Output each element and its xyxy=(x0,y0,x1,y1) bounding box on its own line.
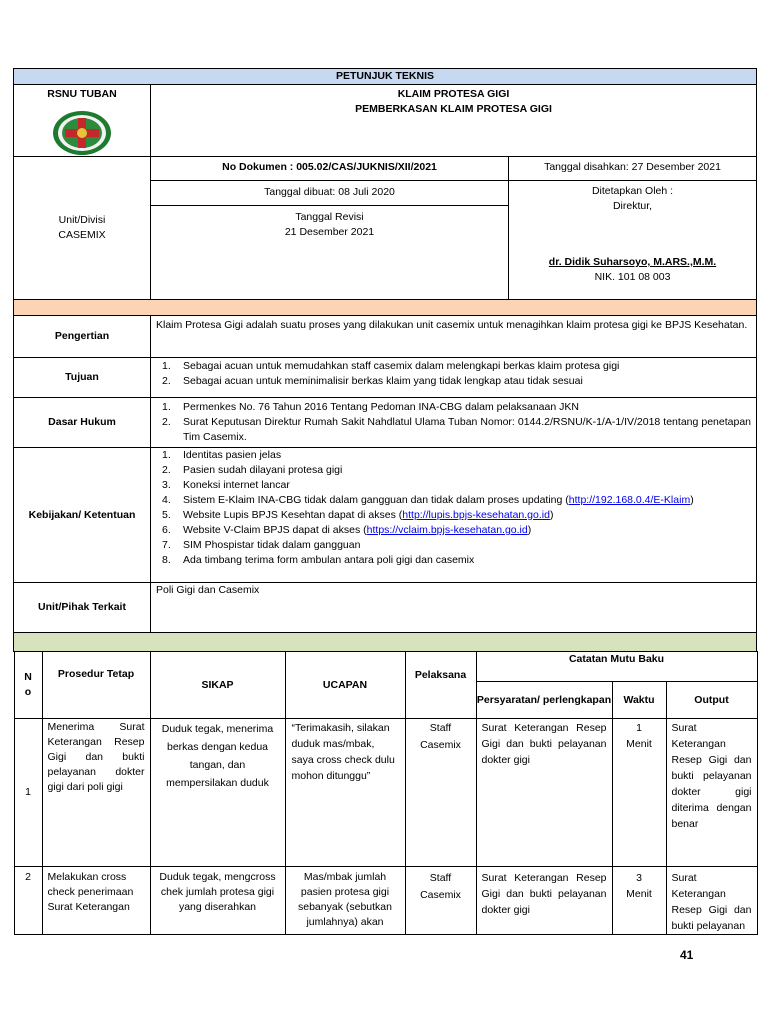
col-prosedur-header: Prosedur Tetap xyxy=(42,652,150,719)
pengertian-text: Klaim Protesa Gigi adalah suatu proses yang dilakukan unit casemix untuk menagihkan klaim protesa gigi ke BPJS Kesehatan. xyxy=(151,316,757,358)
kebijakan-content xyxy=(151,448,757,583)
kebijakan-item: 5. Website Lupis BPJS Kesehtan dapat di akses (http://lupis.bpjs-kesehatan.go.id) xyxy=(162,509,554,521)
row-pelaksana: Staff Casemix xyxy=(405,867,476,935)
col-output-header: Output xyxy=(666,682,757,719)
unit-pihak-text: Poli Gigi dan Casemix xyxy=(151,583,757,633)
page-title: PETUNJUK TEKNIS xyxy=(14,69,757,85)
kebijakan-item: 7. SIM Phospistar tidak dalam gangguan xyxy=(162,539,361,551)
page-number: 41 xyxy=(680,948,694,962)
procedure-table xyxy=(14,651,758,935)
row-prosedur: Melakukan cross check penerimaan Surat Keterangan xyxy=(42,867,150,935)
dasar-hukum-item: 2. Surat Keputusan Direktur Rumah Sakit Nahdlatul Ulama Tuban Nomor: 0144.2/RSNU/K-1/A-1/IV/2018 tentang penetapan Tim Casemix. xyxy=(162,416,752,443)
dasar-hukum-item: 1. Permenkes No. 76 Tahun 2016 Tentang Pedoman INA-CBG dalam pelaksanaan JKN xyxy=(162,401,579,413)
document-title-2: PEMBERKASAN KLAIM PROTESA GIGI xyxy=(355,103,552,115)
approver-title: Direktur, xyxy=(612,200,653,212)
col-ucapan-header: UCAPAN xyxy=(285,652,405,719)
hospital-logo xyxy=(52,110,112,156)
row-waktu: 3 Menit xyxy=(612,867,666,935)
kebijakan-item: 4. Sistem E-Klaim INA-CBG tidak dalam gangguan dan tidak dalam proses updating (http://192.168.0.4/E-Klaim) xyxy=(162,494,694,506)
approval-block xyxy=(509,180,756,285)
table-row xyxy=(14,867,757,935)
approval-cell xyxy=(509,157,757,300)
signer-name: dr. Didik Suharsoyo, M.ARS.,M.M. xyxy=(548,256,717,268)
row-number: 1 xyxy=(14,719,42,867)
col-waktu-header: Waktu xyxy=(612,682,666,719)
document-info-cell xyxy=(151,157,509,300)
tujuan-item: 1. Sebagai acuan untuk memudahkan staff casemix dalam melengkapi berkas klaim protesa gigi xyxy=(162,360,620,372)
col-sikap-header: SIKAP xyxy=(150,652,285,719)
col-catatan-header: Catatan Mutu Baku xyxy=(476,652,757,682)
approved-by-label: Ditetapkan Oleh : xyxy=(591,185,674,197)
row-persyaratan: Surat Keterangan Resep Gigi dan bukti pelayanan dokter gigi xyxy=(476,719,612,867)
kebijakan-item: 6. Website V-Claim BPJS dapat di akses (https://vclaim.bpjs-kesehatan.go.id) xyxy=(162,524,532,536)
kebijakan-item: 3. Koneksi internet lancar xyxy=(162,479,290,491)
table-row xyxy=(14,719,757,867)
row-prosedur: Menerima Surat Keterangan Resep Gigi dan bukti pelayanan dokter gigi dari poli gigi xyxy=(42,719,150,867)
lupis-link[interactable]: http://lupis.bpjs-kesehatan.go.id xyxy=(402,509,550,521)
revision-block xyxy=(151,205,508,240)
row-ucapan: Mas/mbak jumlah pasien protesa gigi sebanyak (sebutkan jumlahnya) akan xyxy=(285,867,405,935)
dasar-hukum-content xyxy=(151,398,757,448)
row-sikap: Duduk tegak, menerima berkas dengan kedua tangan, dan mempersilakan duduk xyxy=(150,719,285,867)
hospital-logo-icon xyxy=(52,110,112,156)
hospital-cell xyxy=(14,85,151,157)
signer-nik: NIK. 101 08 003 xyxy=(594,271,671,283)
tujuan-content xyxy=(151,358,757,398)
tujuan-item: 2. Sebagai acuan untuk meminimalisir berkas klaim yang tidak lengkap atau tidak sesuai xyxy=(162,375,583,387)
pengertian-label: Pengertian xyxy=(14,316,151,358)
col-no-header: N o xyxy=(14,652,42,719)
date-approved: Tanggal disahkan: 27 Desember 2021 xyxy=(544,161,721,173)
unit-value: CASEMIX xyxy=(58,229,106,241)
date-created: Tanggal dibuat: 08 Juli 2020 xyxy=(151,180,508,205)
section-divider xyxy=(14,300,757,316)
procedure-divider xyxy=(14,633,757,652)
document-number: No Dokumen : 005.02/CAS/JUKNIS/XII/2021 xyxy=(222,161,437,173)
e-klaim-link[interactable]: http://192.168.0.4/E-Klaim xyxy=(568,494,691,506)
col-persyaratan-header: Persyaratan/ perlengkapan xyxy=(476,682,612,719)
unit-label: Unit/Divisi xyxy=(58,214,106,226)
row-persyaratan: Surat Keterangan Resep Gigi dan bukti pelayanan dokter gigi xyxy=(476,867,612,935)
document-title-1: KLAIM PROTESA GIGI xyxy=(397,88,510,100)
kebijakan-item: 1. Identitas pasien jelas xyxy=(162,449,282,461)
kebijakan-item: 2. Pasien sudah dilayani protesa gigi xyxy=(162,464,343,476)
row-number: 2 xyxy=(14,867,42,935)
unit-pihak-label: Unit/Pihak Terkait xyxy=(14,583,151,633)
row-pelaksana: Staff Casemix xyxy=(405,719,476,867)
row-sikap: Duduk tegak, mengcross chek jumlah protesa gigi yang diserahkan xyxy=(150,867,285,935)
unit-cell xyxy=(14,157,151,300)
row-ucapan: “Terimakasih, silakan duduk mas/mbak, saya cross check dulu mohon ditunggu” xyxy=(285,719,405,867)
document-table xyxy=(13,68,757,935)
kebijakan-item: 8. Ada timbang terima form ambulan antara poli gigi dan casemix xyxy=(162,554,475,566)
row-output: Surat Keterangan Resep Gigi dan bukti pelayanan xyxy=(666,867,757,935)
col-pelaksana-header: Pelaksana xyxy=(405,652,476,719)
dasar-hukum-label: Dasar Hukum xyxy=(14,398,151,448)
kebijakan-label: Kebijakan/ Ketentuan xyxy=(14,448,151,583)
hospital-name: RSNU TUBAN xyxy=(47,88,117,100)
procedure-section xyxy=(14,652,757,936)
row-output: Surat Keterangan Resep Gigi dan bukti pelayanan dokter gigi diterima dengan benar xyxy=(666,719,757,867)
tujuan-label: Tujuan xyxy=(14,358,151,398)
vclaim-link[interactable]: https://vclaim.bpjs-kesehatan.go.id xyxy=(366,524,528,536)
revision-label: Tanggal Revisi xyxy=(295,211,364,223)
document-title-cell xyxy=(151,85,757,157)
row-waktu: 1 Menit xyxy=(612,719,666,867)
revision-date: 21 Desember 2021 xyxy=(284,226,375,238)
